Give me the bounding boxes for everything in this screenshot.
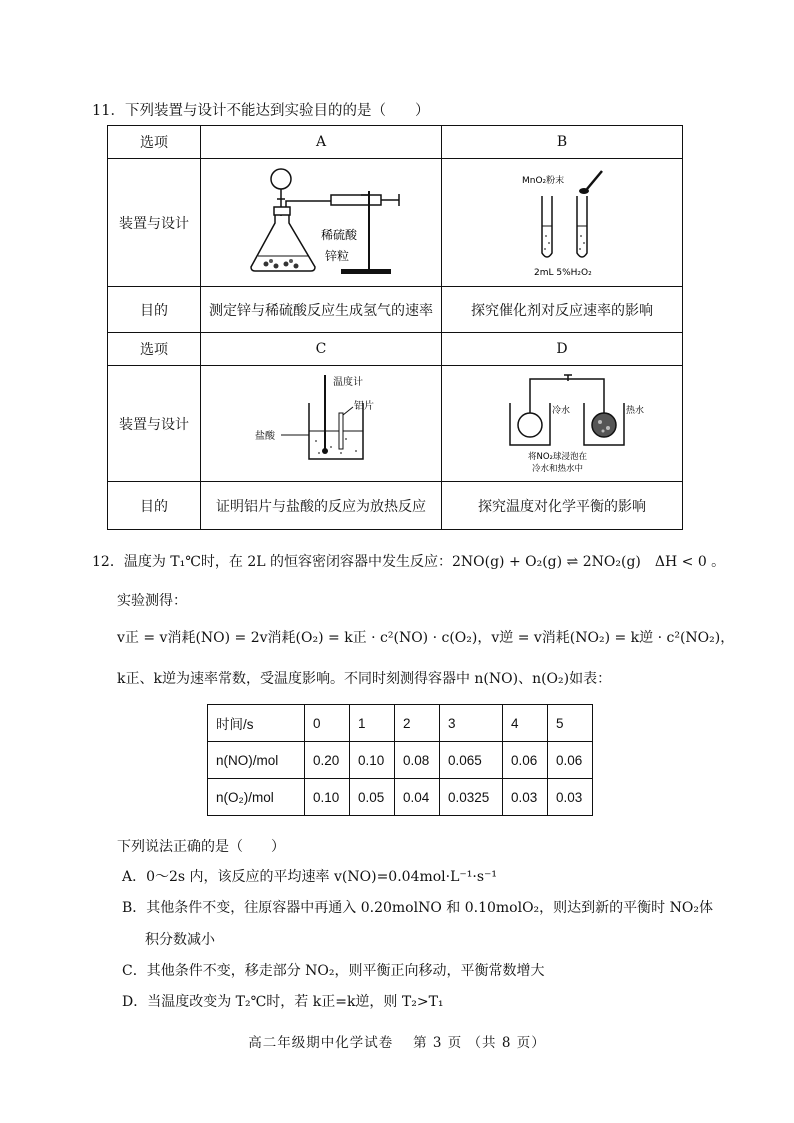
page-footer: 高二年级期中化学试卷 第 3 页 （共 8 页） bbox=[248, 1035, 546, 1051]
option-c: C．其他条件不变，移走部分 NO₂，则平衡正向移动，平衡常数增大 bbox=[122, 963, 545, 979]
figure-c-label-thermometer: 温度计 bbox=[333, 376, 363, 388]
table-cell: n(O₂)/mol bbox=[208, 779, 305, 816]
option-letter-c: C bbox=[201, 333, 442, 366]
figure-d-label-hot: 热水 bbox=[626, 405, 645, 416]
option-d: D．当温度改变为 T₂℃时，若 k正=k逆，则 T₂>T₁ bbox=[122, 994, 444, 1010]
table-cell: 0.20 bbox=[305, 742, 350, 779]
table-cell: 时间/s bbox=[208, 705, 305, 742]
row-label-goal-2: 目的 bbox=[108, 482, 201, 530]
question-12-line-1: 12．温度为 T₁℃时，在 2L 的恒容密闭容器中发生反应：2NO(g) + O₂(g) ⇌ 2NO₂(g) ΔH < 0 。 bbox=[92, 554, 726, 570]
table-cell: 0.05 bbox=[350, 779, 395, 816]
table-cell: 0.06 bbox=[548, 742, 593, 779]
table-cell: 4 bbox=[503, 705, 548, 742]
row-label-option-2: 选项 bbox=[108, 333, 201, 366]
goal-b: 探究催化剂对反应速率的影响 bbox=[442, 287, 683, 333]
table-cell: 0.03 bbox=[548, 779, 593, 816]
figure-c-label-hcl: 盐酸 bbox=[255, 430, 275, 442]
goal-a: 测定锌与稀硫酸反应生成氢气的速率 bbox=[201, 287, 442, 333]
option-letter-a: A bbox=[201, 126, 442, 159]
question-12-line-4: k正、k逆为速率常数，受温度影响。不同时刻测得容器中 n(NO)、n(O₂)如表： bbox=[117, 671, 612, 687]
figure-d-caption-1: 将NO₂球浸泡在 bbox=[528, 451, 587, 462]
option-b-line-1: B．其他条件不变，往原容器中再通入 0.20molNO 和 0.10molO₂，则达到新的平衡时 NO₂体 bbox=[122, 900, 713, 916]
figure-b-test-tubes bbox=[462, 161, 662, 281]
figure-d-cell bbox=[442, 366, 683, 482]
nno-no2-data-table bbox=[207, 704, 593, 816]
figure-d-caption-2: 冷水和热水中 bbox=[532, 463, 584, 474]
question-11-title: 11．下列装置与设计不能达到实验目的的是（ ） bbox=[92, 103, 430, 119]
figure-c-label-al: 铝片 bbox=[354, 400, 374, 412]
figure-b-label-h2o2: 2mL 5%H₂O₂ bbox=[534, 267, 592, 278]
figure-a-label-zinc: 锌粒 bbox=[325, 248, 350, 263]
question-12-line-2: 实验测得： bbox=[117, 593, 187, 609]
table-cell: 0.04 bbox=[395, 779, 440, 816]
table-row bbox=[208, 779, 593, 816]
option-letter-d: D bbox=[442, 333, 683, 366]
table-cell: 3 bbox=[440, 705, 503, 742]
figure-d-no2-bulbs bbox=[462, 367, 662, 477]
figure-a-flask-syringe bbox=[221, 161, 421, 281]
table-row bbox=[208, 742, 593, 779]
figure-c-cell bbox=[201, 366, 442, 482]
figure-d-label-cold: 冷水 bbox=[552, 405, 571, 416]
option-b-line-2: 积分数减小 bbox=[145, 932, 215, 948]
goal-d: 探究温度对化学平衡的影响 bbox=[442, 482, 683, 530]
apparatus-table bbox=[107, 125, 683, 530]
table-cell: n(NO)/mol bbox=[208, 742, 305, 779]
figure-b-label-mno2: MnO₂粉末 bbox=[522, 175, 565, 186]
table-cell: 0.10 bbox=[305, 779, 350, 816]
table-cell: 0.06 bbox=[503, 742, 548, 779]
table-row bbox=[208, 705, 593, 742]
figure-c-beaker-thermometer bbox=[221, 367, 421, 477]
table-cell: 5 bbox=[548, 705, 593, 742]
row-label-device-2: 装置与设计 bbox=[108, 366, 201, 482]
row-label-goal: 目的 bbox=[108, 287, 201, 333]
table-cell: 0.065 bbox=[440, 742, 503, 779]
question-12-rate-equation: v正 = v消耗(NO) = 2v消耗(O₂) = k正 · c²(NO) · c(O₂)，v逆 = v消耗(NO₂) = k逆 · c²(NO₂)， bbox=[117, 630, 735, 646]
figure-a-cell bbox=[201, 159, 442, 287]
goal-c: 证明铝片与盐酸的反应为放热反应 bbox=[201, 482, 442, 530]
table-cell: 0.0325 bbox=[440, 779, 503, 816]
figure-a-label-acid: 稀硫酸 bbox=[321, 227, 358, 242]
figure-b-cell bbox=[442, 159, 683, 287]
table-cell: 0.08 bbox=[395, 742, 440, 779]
table-cell: 0.10 bbox=[350, 742, 395, 779]
table-cell: 2 bbox=[395, 705, 440, 742]
option-a: A．0～2s 内，该反应的平均速率 v(NO)=0.04mol·L⁻¹·s⁻¹ bbox=[122, 869, 498, 885]
row-label-device: 装置与设计 bbox=[108, 159, 201, 287]
table-cell: 1 bbox=[350, 705, 395, 742]
table-cell: 0 bbox=[305, 705, 350, 742]
table-cell: 0.03 bbox=[503, 779, 548, 816]
question-12-stem: 下列说法正确的是（ ） bbox=[117, 839, 285, 855]
row-label-option: 选项 bbox=[108, 126, 201, 159]
option-letter-b: B bbox=[442, 126, 683, 159]
